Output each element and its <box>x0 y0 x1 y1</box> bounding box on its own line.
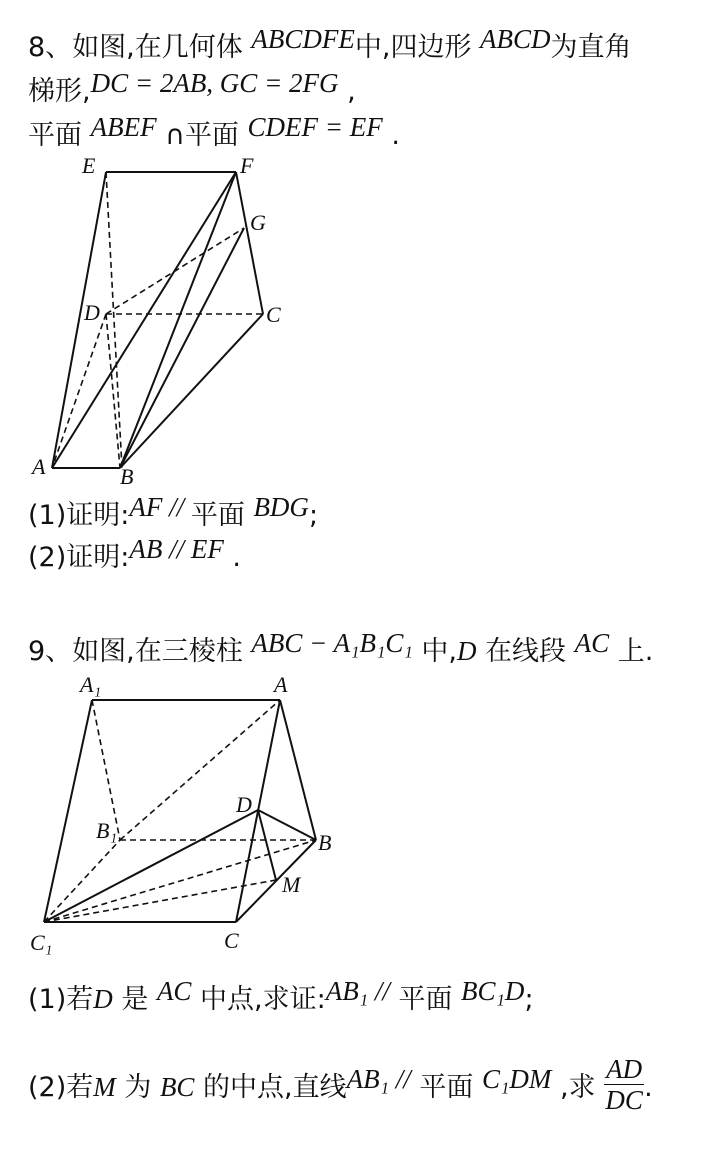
p8-line2-b: , <box>347 76 356 107</box>
p9-q2-expr: AB₁ // <box>346 1064 411 1094</box>
p9-q1-obj: BC₁D <box>461 976 525 1006</box>
label-D: D <box>84 300 100 325</box>
p8-line3 <box>28 112 400 153</box>
edge-FC <box>236 172 263 314</box>
p8-intro: 如图,在几何体 <box>72 32 243 63</box>
label-M: M <box>282 872 301 897</box>
p8-q1-end: ; <box>308 500 319 531</box>
p9-q2-BC: BC <box>159 1072 195 1102</box>
p8-mid: 中,四边形 <box>354 32 472 63</box>
ratio-denominator: DC <box>605 1085 643 1115</box>
p8-quad: ABCD <box>480 24 551 54</box>
label-C: C <box>224 928 239 953</box>
p9-q2-M: M <box>93 1072 116 1102</box>
edge-A1C1 <box>44 700 92 922</box>
label-B: B <box>120 464 134 489</box>
p8-cond: DC = 2AB, GC = 2FG <box>90 68 339 98</box>
p8-cap: ∩ <box>165 120 185 151</box>
p9-q2-d: ,求 <box>559 1072 596 1103</box>
ratio-numerator: AD <box>606 1054 643 1084</box>
label-A: A <box>32 454 46 479</box>
label-E: E <box>82 153 96 178</box>
p9-intro: 如图,在三棱柱 <box>72 636 243 667</box>
ratio-fraction <box>604 1054 644 1115</box>
p9-number: 9、 <box>28 636 73 667</box>
p8-number: 8、 <box>28 32 73 63</box>
p8-q1 <box>28 492 319 533</box>
label-B1: B₁ <box>96 818 118 843</box>
edge-DB-dash <box>106 314 120 468</box>
p9-q2-plane: 平面 <box>419 1072 474 1103</box>
label-A1: A₁ <box>80 672 102 697</box>
p9-mid: 中, <box>421 636 457 667</box>
edge-BG <box>120 228 244 468</box>
label-A: A <box>274 672 288 697</box>
p9-q1-c: 中点,求证: <box>200 984 326 1015</box>
p9-q1-end: ; <box>524 984 534 1015</box>
p8-line2-a: 梯形, <box>28 76 91 107</box>
p8-q2-expr: AB // EF <box>129 534 224 564</box>
p8-q2 <box>28 534 242 575</box>
p9-q1-AC: AC <box>156 976 192 1006</box>
p8-figure <box>0 150 340 490</box>
edge-DM <box>258 810 276 880</box>
p9-q2 <box>28 1054 653 1119</box>
p8-solid: ABCDFE <box>251 24 355 54</box>
p9-q1-plane: 平面 <box>398 984 453 1015</box>
p9-q2-b: 为 <box>124 1072 152 1103</box>
p9-prism: ABC − A₁B₁C₁ <box>251 628 413 658</box>
p9-q1-expr: AB₁ // <box>325 976 390 1006</box>
p8-q2-label: (2)证明: <box>28 542 130 573</box>
edge-C1D <box>44 810 258 922</box>
edge-DG-dash <box>106 228 244 314</box>
p9-q1 <box>28 976 534 1017</box>
p9-line1 <box>28 628 654 669</box>
label-B: B <box>318 830 332 855</box>
label-F: F <box>240 153 254 178</box>
edge-DB <box>258 810 316 840</box>
p8-line3-b: 平面 <box>184 120 239 151</box>
p8-q1-label: (1)证明: <box>28 500 130 531</box>
p9-on: 在线段 <box>485 636 567 667</box>
p8-q1-obj: BDG <box>253 492 309 522</box>
p8-line2 <box>28 68 356 109</box>
p8-q1-expr: AF // <box>129 492 191 522</box>
p8-q2-end: . <box>232 542 242 573</box>
p9-q2-a: (2)若 <box>28 1072 94 1103</box>
p9-end: 上. <box>617 636 654 667</box>
label-C: C <box>266 302 281 327</box>
p8-plane2: CDEF = EF <box>247 112 383 142</box>
p8-line3-a: 平面 <box>28 120 82 151</box>
edge-AB <box>280 700 316 840</box>
p8-line3-c: . <box>391 120 400 151</box>
p8-q1-plane: 平面 <box>190 500 245 531</box>
p8-line1 <box>28 24 632 65</box>
edge-BF <box>120 172 236 468</box>
p9-q1-D: D <box>93 984 113 1014</box>
label-D: D <box>236 792 252 817</box>
p9-q1-a: (1)若 <box>28 984 94 1015</box>
p9-q2-c: 的中点,直线 <box>203 1072 347 1103</box>
p9-figure <box>0 668 360 968</box>
p8-shape: 为直角 <box>550 32 632 63</box>
p9-seg: AC <box>574 628 610 658</box>
label-G: G <box>250 210 266 235</box>
label-C1: C₁ <box>30 930 53 955</box>
edge-DA-dash <box>52 314 106 468</box>
edge-EB-dash <box>106 172 122 468</box>
edge-BC <box>120 314 263 468</box>
p9-q2-end: . <box>644 1072 653 1103</box>
p9-q1-b: 是 <box>121 984 149 1015</box>
p9-point: D <box>456 636 477 666</box>
p9-q2-obj: C₁DM <box>481 1064 552 1094</box>
p8-plane1: ABEF <box>90 112 157 142</box>
